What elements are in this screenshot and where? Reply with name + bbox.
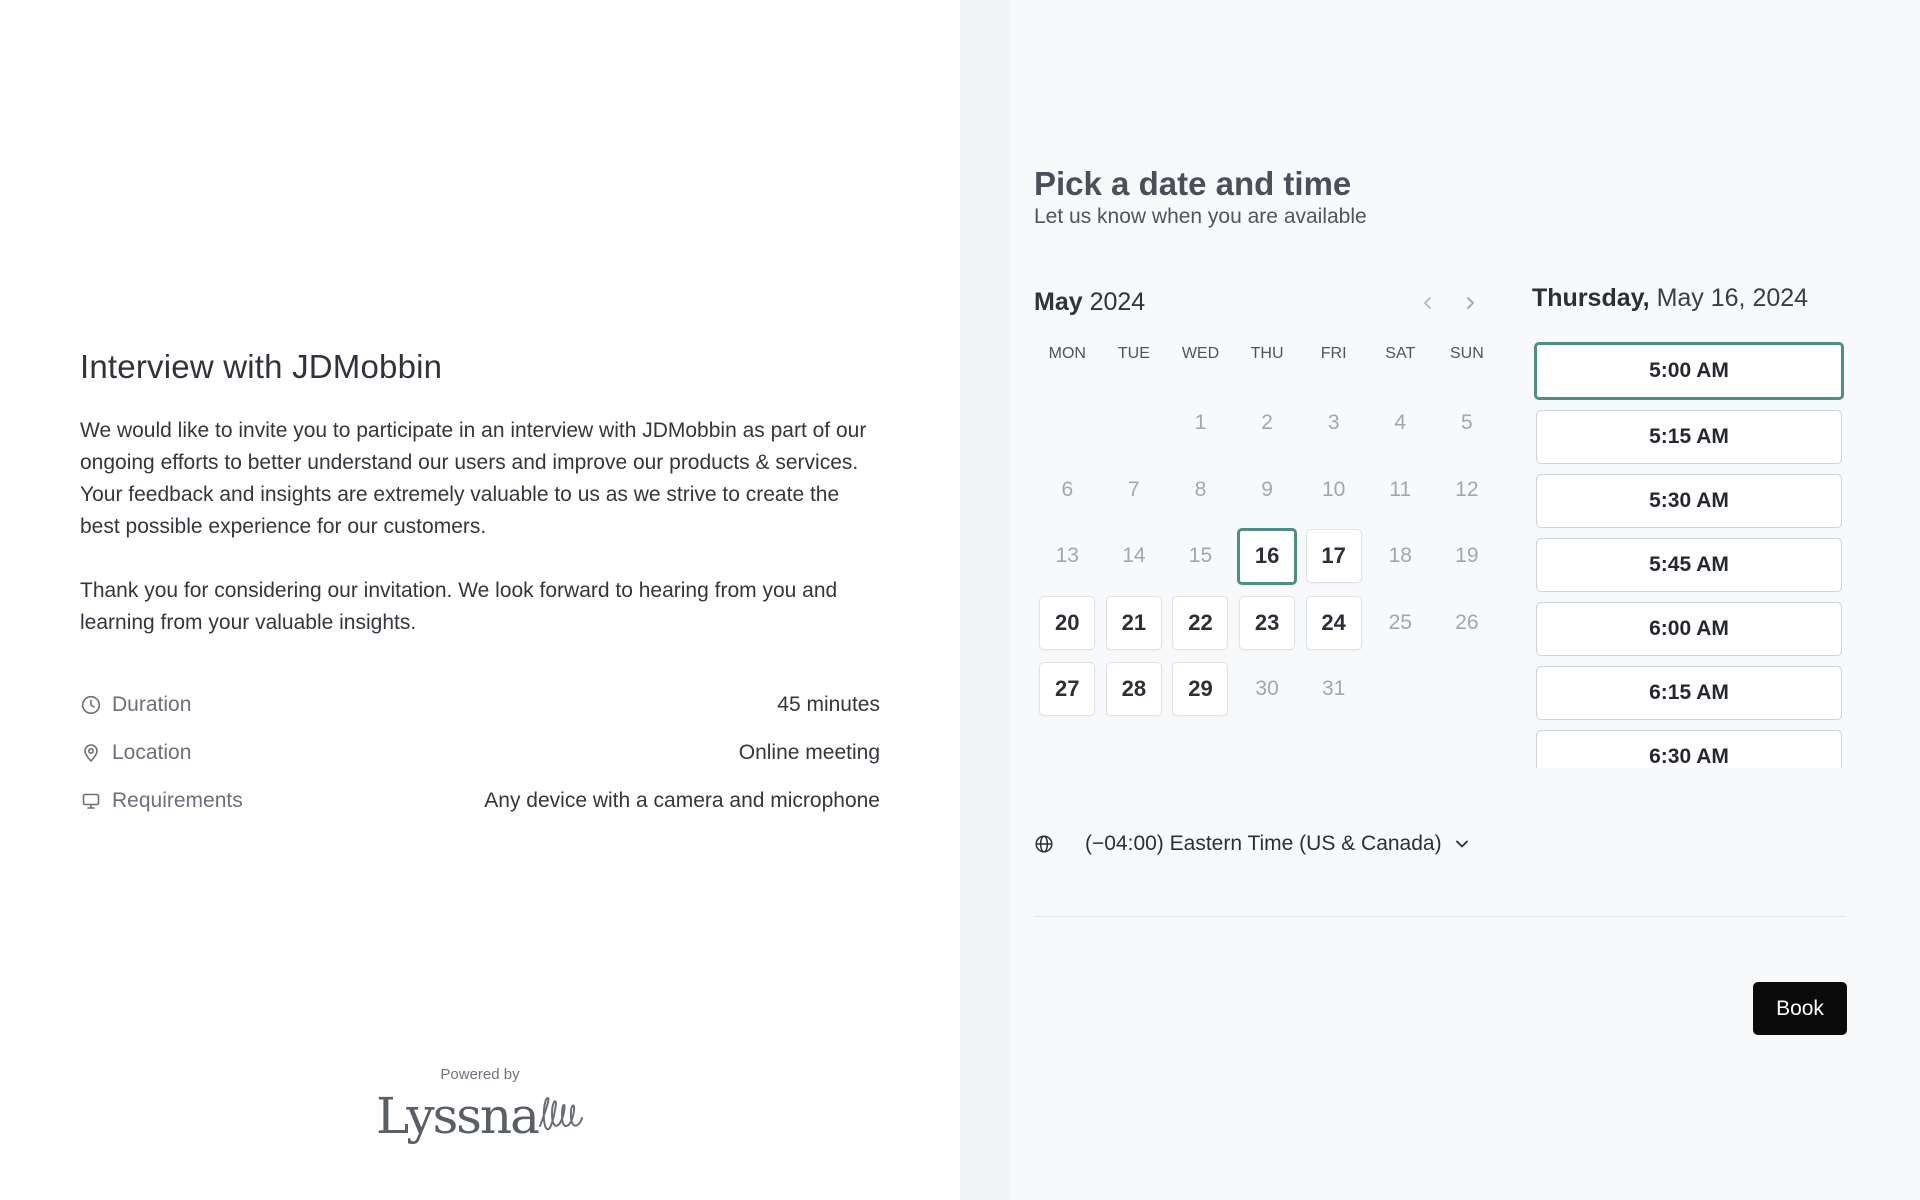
weekday-header — [1034, 345, 1500, 369]
powered-by — [375, 1066, 585, 1145]
calendar-day-17 — [1300, 523, 1367, 590]
day-button-27[interactable]: 27 — [1039, 662, 1095, 716]
detail-label: Requirements — [112, 789, 243, 812]
calendar-day-3 — [1300, 390, 1367, 457]
day-unavailable-19: 19 — [1455, 544, 1479, 568]
day-button-17[interactable]: 17 — [1306, 529, 1362, 583]
detail-duration — [80, 681, 880, 729]
chevron-down-icon — [1453, 835, 1471, 853]
weekday-label: MON — [1048, 345, 1086, 362]
event-intro — [80, 345, 880, 825]
month-name: May — [1034, 288, 1083, 316]
time-slot-button[interactable]: 5:45 AM — [1536, 538, 1842, 592]
calendar-day-15 — [1167, 523, 1234, 590]
day-unavailable-25: 25 — [1388, 610, 1412, 634]
day-unavailable-3: 3 — [1327, 411, 1340, 435]
day-unavailable-18: 18 — [1388, 544, 1412, 568]
day-button-20[interactable]: 20 — [1039, 596, 1095, 650]
picker-header — [1034, 165, 1367, 229]
calendar-day-4 — [1367, 390, 1434, 457]
monitor-icon — [80, 790, 102, 812]
event-details — [80, 681, 880, 825]
calendar-day-23 — [1234, 590, 1301, 657]
day-button-23[interactable]: 23 — [1239, 596, 1295, 650]
calendar-day-2 — [1234, 390, 1301, 457]
panel-edge — [960, 0, 1010, 1200]
day-unavailable-4: 4 — [1394, 411, 1407, 435]
detail-value: 45 minutes — [777, 693, 880, 716]
timezone-select[interactable] — [1085, 832, 1471, 856]
weekday-label: SUN — [1449, 345, 1484, 362]
time-slot-button[interactable]: 5:00 AM — [1534, 342, 1844, 400]
detail-label: Location — [112, 741, 192, 764]
day-unavailable-14: 14 — [1122, 544, 1146, 568]
calendar — [1034, 345, 1500, 723]
page-title: Interview with JDMobbin — [80, 348, 443, 385]
invitation-paragraph: We would like to invite you to participate in an interview with JDMobbin as part of our ongoing efforts to better understand our users and improve our products & services. Your feedback and insights are extremely valuable to us as we strive to create the best possible experience for our customers. — [80, 419, 867, 538]
month-label — [1034, 288, 1145, 317]
calendar-day-8 — [1167, 457, 1234, 524]
day-unavailable-31: 31 — [1321, 677, 1346, 701]
day-unavailable-30: 30 — [1255, 677, 1279, 701]
location-pin-icon — [80, 742, 102, 764]
day-button-21[interactable]: 21 — [1106, 596, 1162, 650]
time-slot-button[interactable]: 5:30 AM — [1536, 474, 1842, 528]
time-slot-button[interactable]: 6:00 AM — [1536, 602, 1842, 656]
powered-by-label: Powered by — [440, 1066, 520, 1083]
day-button-29[interactable]: 29 — [1172, 662, 1228, 716]
weekday-label: TUE — [1117, 345, 1150, 362]
book-button[interactable]: Book — [1753, 982, 1847, 1035]
divider — [1034, 916, 1846, 917]
timezone-value: (−04:00) Eastern Time (US & Canada) — [1085, 832, 1442, 855]
detail-value: Online meeting — [738, 741, 880, 764]
next-month-button[interactable] — [1457, 290, 1483, 316]
day-unavailable-2: 2 — [1261, 411, 1273, 435]
detail-value: Any device with a camera and microphone — [484, 789, 880, 812]
calendar-day-28 — [1101, 656, 1168, 723]
calendar-day-7 — [1101, 457, 1168, 524]
day-unavailable-8: 8 — [1194, 477, 1207, 501]
day-button-16[interactable]: 16 — [1237, 528, 1297, 585]
time-slot-button[interactable]: 6:15 AM — [1536, 666, 1842, 720]
day-unavailable-15: 15 — [1188, 544, 1213, 568]
month-year: 2024 — [1089, 288, 1146, 316]
weekday-label: THU — [1250, 345, 1284, 362]
calendar-day-11 — [1367, 457, 1434, 524]
detail-location — [80, 729, 880, 777]
calendar-days — [1034, 390, 1500, 723]
calendar-day-10 — [1300, 457, 1367, 524]
empty-day-cell — [1034, 390, 1101, 457]
day-unavailable-12: 12 — [1455, 477, 1479, 501]
calendar-day-22 — [1167, 590, 1234, 657]
chevron-left-icon — [1421, 295, 1435, 311]
picker-title: Pick a date and time — [1034, 165, 1352, 202]
thank-you-paragraph: Thank you for considering our invitation. We look forward to hearing from you and learning from your valuable insights. — [80, 579, 838, 634]
calendar-day-30 — [1234, 656, 1301, 723]
calendar-day-20 — [1034, 590, 1101, 657]
day-unavailable-11: 11 — [1389, 477, 1412, 501]
detail-requirements — [80, 777, 880, 825]
day-button-24[interactable]: 24 — [1306, 596, 1362, 650]
empty-day-cell — [1101, 390, 1168, 457]
empty-day-cell — [1367, 656, 1434, 723]
calendar-day-21 — [1101, 590, 1168, 657]
day-button-28[interactable]: 28 — [1106, 662, 1162, 716]
calendar-day-14 — [1101, 523, 1168, 590]
calendar-day-29 — [1167, 656, 1234, 723]
picker-subtitle: Let us know when you are available — [1034, 205, 1367, 228]
day-unavailable-26: 26 — [1455, 610, 1479, 634]
calendar-day-9 — [1234, 457, 1301, 524]
calendar-day-12 — [1434, 457, 1501, 524]
brand-name: Lyssna — [376, 1087, 538, 1145]
empty-day-cell — [1434, 656, 1501, 723]
clock-icon — [80, 694, 102, 716]
calendar-day-5 — [1434, 390, 1501, 457]
weekday-label: WED — [1181, 345, 1220, 362]
calendar-day-27 — [1034, 656, 1101, 723]
weekday-label: FRI — [1320, 345, 1347, 362]
day-unavailable-1: 1 — [1194, 411, 1207, 435]
lyssna-logo[interactable] — [375, 1087, 585, 1145]
day-unavailable-13: 13 — [1055, 544, 1079, 568]
time-slot-button[interactable]: 6:30 AM — [1536, 730, 1842, 768]
previous-month-button[interactable] — [1415, 290, 1441, 316]
calendar-day-26 — [1434, 590, 1501, 657]
calendar-day-13 — [1034, 523, 1101, 590]
selected-date: May 16, 2024 — [1656, 284, 1809, 312]
detail-label: Duration — [112, 693, 192, 716]
day-unavailable-5: 5 — [1461, 411, 1473, 435]
calendar-day-25 — [1367, 590, 1434, 657]
time-slot-button[interactable]: 5:15 AM — [1536, 410, 1842, 464]
calendar-day-16 — [1234, 523, 1301, 590]
globe-icon — [1034, 834, 1054, 854]
day-unavailable-7: 7 — [1128, 477, 1140, 501]
selected-date-heading — [1532, 284, 1808, 313]
day-unavailable-9: 9 — [1261, 477, 1273, 501]
calendar-day-1 — [1167, 390, 1234, 457]
day-unavailable-6: 6 — [1061, 477, 1074, 501]
calendar-day-6 — [1034, 457, 1101, 524]
logo-swirl-icon — [538, 1090, 584, 1143]
chevron-right-icon — [1463, 295, 1477, 311]
calendar-day-19 — [1434, 523, 1501, 590]
day-unavailable-10: 10 — [1321, 477, 1346, 501]
calendar-day-24 — [1300, 590, 1367, 657]
day-button-22[interactable]: 22 — [1172, 596, 1228, 650]
calendar-day-31 — [1300, 656, 1367, 723]
selected-weekday: Thursday, — [1532, 284, 1650, 312]
time-slot-list[interactable] — [1534, 342, 1846, 768]
weekday-label: SAT — [1385, 345, 1416, 362]
timezone-row — [1034, 832, 1471, 856]
calendar-day-18 — [1367, 523, 1434, 590]
